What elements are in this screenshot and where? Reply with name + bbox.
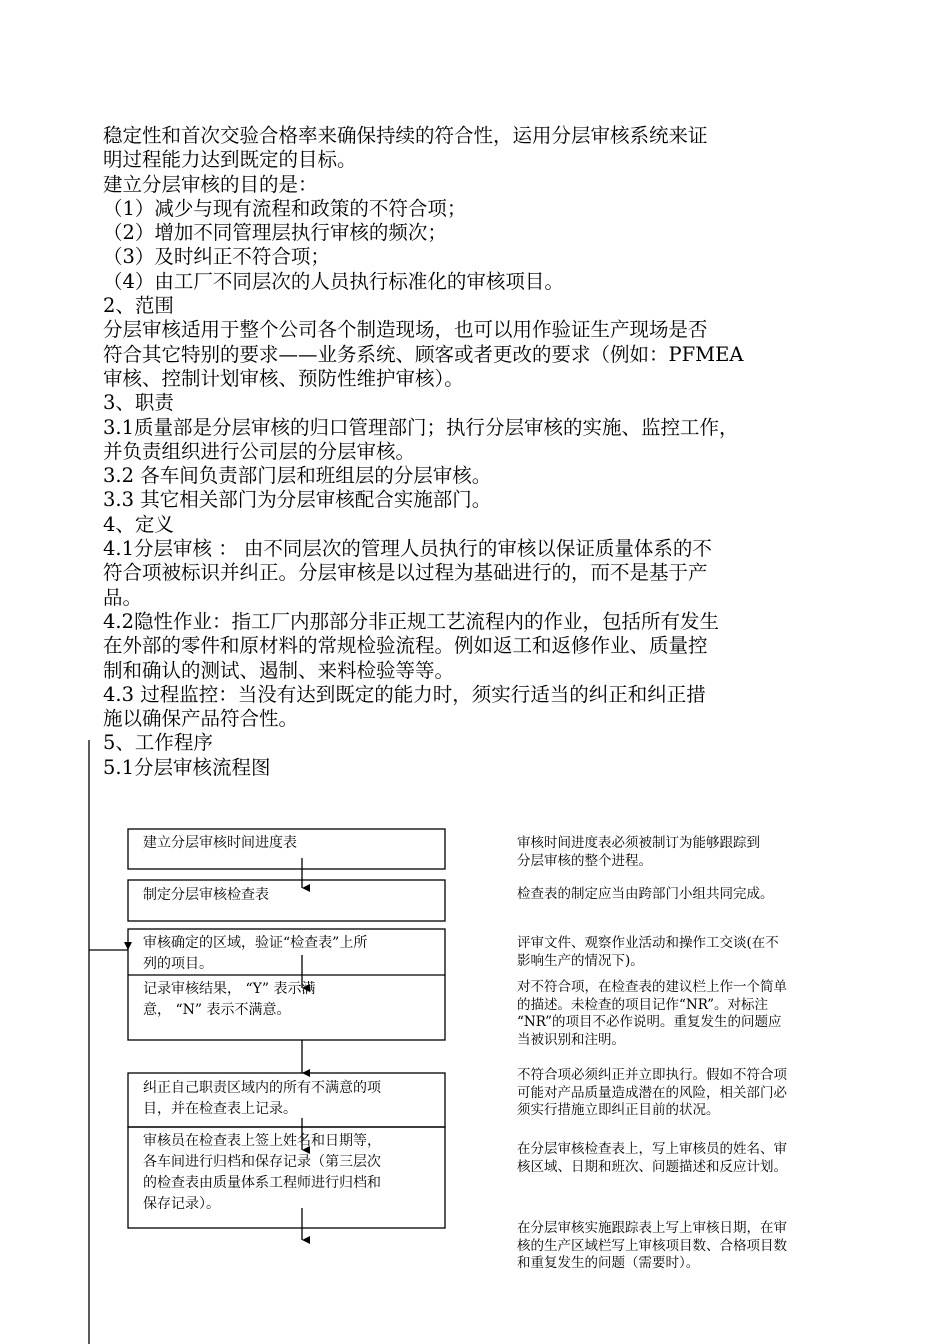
flow-step-schedule: 建立分层审核时间进度表: [143, 835, 297, 851]
section-heading: 5.1分层审核流程图: [103, 755, 271, 779]
body-line: 施以确保产品符合性。: [103, 707, 299, 731]
body-line: 稳定性和首次交验合格率来确保持续的符合性，运用分层审核系统来证: [103, 124, 708, 147]
flow-step-correct: 纠正自己职责区域内的所有不满意的项 目，并在检查表上记录。: [143, 1080, 381, 1117]
body-line: 品。: [103, 585, 143, 609]
body-line: 符合项被标识并纠正。分层审核是以过程为基础进行的，而不是基于产: [103, 561, 708, 585]
body-line: 3.2 各车间负责部门层和班组层的分层审核。: [103, 464, 492, 488]
flow-note-schedule: 审核时间进度表必须被制订为能够跟踪到 分层审核的整个进程。: [517, 835, 760, 869]
body-line: 3.3 其它相关部门为分层审核配合实施部门。: [103, 488, 492, 512]
section-heading: 2、范围: [103, 294, 174, 318]
body-line: 4.3 过程监控：当没有达到既定的能力时，须实行适当的纠正和纠正措: [103, 682, 706, 706]
body-line: 建立分层审核的目的是：: [103, 172, 318, 196]
body-line: （1）减少与现有流程和政策的不符合项；: [103, 196, 467, 220]
body-line: 3.1质量部是分层审核的归口管理部门；执行分层审核的实施、监控工作，: [103, 415, 739, 439]
body-line: 符合其它特别的要求——业务系统、顾客或者更改的要求（例如：PFMEA: [103, 342, 744, 366]
flow-step-checklist: 制定分层审核检查表: [143, 887, 269, 903]
body-line: 4.2隐性作业：指工厂内那部分非正规工艺流程内的作业，包括所有发生: [103, 609, 720, 633]
section-heading: 5、工作程序: [103, 731, 213, 755]
flow-note-sign: 在分层审核检查表上，写上审核员的姓名、审 核区域、日期和班次、问题描述和反应计划。: [517, 1141, 787, 1175]
body-line: 制和确认的测试、遏制、来料检验等等。: [103, 658, 455, 682]
body-line: 在外部的零件和原材料的常规检验流程。例如返工和返修作业、质量控: [103, 634, 708, 658]
flow-note-checklist: 检查表的制定应当由跨部门小组共同完成。: [517, 886, 774, 902]
body-line: 审核、控制计划审核、预防性维护审核）。: [103, 366, 464, 390]
body-line: 分层审核适用于整个公司各个制造现场，也可以用作验证生产现场是否: [103, 318, 708, 342]
flow-note-audit: 评审文件、观察作业活动和操作工交谈(在不 影响生产的情况下)。: [517, 935, 779, 969]
body-line: （2）增加不同管理层执行审核的频次；: [103, 221, 447, 245]
flow-note-nonconformity: 对不符合项，在检查表的建议栏上作一个简单 的描述。未检查的项目记作“NR”。对标注 “NR”的项目不必作说明。重复发生的问题应 当被识别和注明。: [517, 979, 787, 1048]
flow-note-tracking: 在分层审核实施跟踪表上写上审核日期，在审 核的生产区域栏写上审核项目数、合格项目数 和重复发生的问题（需要时）。: [517, 1220, 787, 1271]
body-line: 4.1分层审核 ： 由不同层次的管理人员执行的审核以保证质量体系的不: [103, 537, 712, 561]
body-line: 并负责组织进行公司层的分层审核。: [103, 439, 416, 463]
flow-step-record-result: 记录审核结果， “Y” 表示满 意， “N” 表示不满意。: [143, 981, 316, 1018]
flow-note-correct: 不符合项必须纠正并立即执行。假如不符合项 可能对产品质量造成潜在的风险，相关部门必 须实行措施立即纠正目前的状况。: [517, 1067, 787, 1118]
body-line: （3）及时纠正不符合项；: [103, 245, 330, 269]
section-heading: 4、定义: [103, 512, 174, 536]
body-line: （4）由工厂不同层次的人员执行标准化的审核项目。: [103, 269, 564, 293]
flow-step-audit-area: 审核确定的区域，验证“检查表”上所 列的项目。: [143, 935, 368, 972]
body-line: 明过程能力达到既定的目标。: [103, 148, 357, 172]
section-heading: 3、职责: [103, 391, 174, 415]
flow-step-sign-archive: 审核员在检查表上签上姓名和日期等， 各车间进行归档和保存记录（第三层次 的检查表由质量体系工程师进行归档和 保存记录）。: [143, 1133, 381, 1212]
